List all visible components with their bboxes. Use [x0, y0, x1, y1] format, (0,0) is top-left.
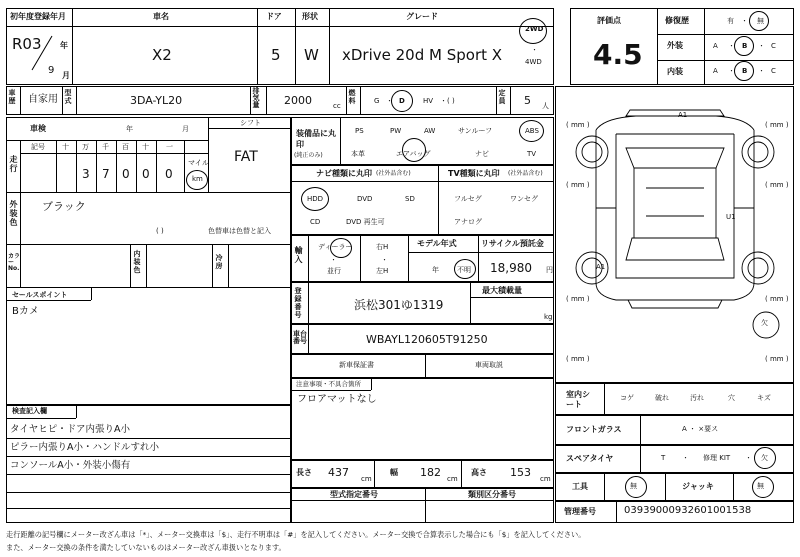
seat-label: 室内シート — [566, 390, 590, 410]
height: 153 — [510, 466, 531, 479]
inspector-line: コンソールA小・外装小傷有 — [10, 460, 131, 471]
equip-label: 装備品に丸印 — [296, 129, 336, 150]
car-name: X2 — [152, 46, 172, 64]
spare-value: 欠 — [761, 454, 768, 462]
mileage-label: 走行 — [9, 155, 18, 173]
exterior-color: ブラック — [42, 200, 86, 213]
type-number-label: 型式指定番号 — [330, 490, 378, 499]
first-reg-label: 初年度登録年月 — [10, 12, 66, 21]
class-number-label: 類別区分番号 — [468, 490, 516, 499]
spare-label: スペアタイヤ — [566, 454, 614, 463]
exterior-grade: B — [742, 42, 748, 50]
score-value: 4.5 — [593, 38, 643, 71]
footer-note-2: また、メーター交換の条件を満たしていないものはメーター改ざん車扱いとなります。 — [6, 543, 286, 552]
month-unit: 月 — [62, 71, 70, 80]
tv-label: TV種類に丸印 — [448, 169, 500, 178]
docs-table — [291, 354, 554, 378]
footer-note-1: 走行距離の記号欄にメーター改ざん車は「*」、メーター交換車は「$」、走行不明車は「#」を記入してください。メーター交換で合算表示した場合にも「$」を記入してください。 — [6, 530, 586, 539]
first-reg-month: 9 — [48, 65, 55, 76]
inspector-line: ピラー内張りA小・ハンドルすれ小 — [10, 442, 159, 453]
exterior-grade-label: 外装 — [667, 41, 683, 50]
import-label: 輸入 — [294, 246, 303, 264]
exterior-color-label: 外装色 — [9, 200, 18, 227]
length: 437 — [328, 466, 349, 479]
score-label: 評価点 — [597, 16, 621, 25]
mileage-digit: 0 — [122, 167, 130, 181]
navi-label: ナビ種類に丸印 — [316, 169, 372, 178]
mileage-digit: 0 — [165, 167, 173, 181]
chassis-number: WBAYL120605T91250 — [366, 333, 488, 346]
import-dealer: ディーラー — [318, 243, 353, 251]
cold-label: 冷房 — [215, 254, 223, 270]
damage-u1: U1 — [726, 213, 736, 221]
tools-label: 工具 — [572, 482, 588, 491]
interior-color-label: 内装色 — [133, 250, 141, 274]
reg-number: 浜松301ゆ1319 — [354, 298, 444, 312]
damage-ke: 欠 — [761, 319, 768, 327]
interior-grade: B — [742, 67, 748, 75]
notes-text: フロアマットなし — [297, 394, 377, 405]
shape: W — [304, 46, 319, 64]
tools-value: 無 — [630, 482, 637, 490]
row2-table — [6, 86, 554, 115]
usage: 自家用 — [28, 94, 58, 105]
recycle-label: リサイクル預託金 — [481, 239, 544, 248]
model-year-label: モデル年式 — [417, 239, 457, 248]
doors: 5 — [271, 46, 281, 64]
drive-4wd: 4WD — [525, 58, 542, 66]
drive-2wd-circle — [519, 18, 547, 44]
year-unit: 年 — [60, 41, 68, 50]
mileage-digit: 0 — [142, 167, 150, 181]
reg-label: 登録番号 — [294, 287, 302, 319]
glass-label: フロントガラス — [566, 425, 622, 434]
selling-points-text: Bカメ — [12, 306, 39, 317]
fuel-value: D — [399, 97, 405, 105]
model-code: 3DA-YL20 — [130, 94, 183, 107]
capacity: 5 — [524, 94, 531, 107]
width: 182 — [420, 466, 441, 479]
glass-value: A ・ ×要ス — [682, 425, 719, 433]
warranty-label: 新車保証書 — [339, 361, 374, 369]
inspector-label: 検査記入欄 — [12, 407, 47, 415]
chassis-label: 車台番号 — [293, 330, 307, 345]
equip-abs: ABS — [525, 127, 539, 135]
repair-label: 修復歴 — [665, 16, 689, 25]
mgmt-number: 03939000932601001538 — [624, 505, 752, 516]
mileage-unit-km: km — [192, 175, 203, 183]
car-name-label: 車名 — [153, 12, 169, 21]
recycle-amount: 18,980 — [490, 261, 532, 275]
model-year-unknown: 不明 — [457, 266, 471, 274]
inspector-line: タイヤヒピ・ドア内張りA小 — [10, 424, 131, 435]
inspection-label: 車検 — [30, 124, 46, 133]
mileage-digit: 7 — [102, 167, 110, 181]
grade-label: グレード — [406, 12, 438, 21]
drive-2wd: 2WD — [525, 25, 544, 33]
door-label: ドア — [266, 12, 282, 21]
model-label: 型式 — [64, 89, 72, 105]
car-diagram — [556, 88, 793, 382]
shift-label: シフト — [240, 119, 261, 127]
manual-label: 車両取説 — [475, 361, 503, 369]
navi-hdd: HDD — [307, 195, 324, 203]
grade: xDrive 20d M Sport X — [342, 46, 503, 64]
color-no-label: カラーNo. — [8, 253, 21, 272]
load-label: 最大積載量 — [482, 286, 522, 295]
selling-points-label: セールスポイント — [12, 291, 68, 299]
mgmt-label: 管理番号 — [564, 507, 596, 516]
shift-value: FAT — [234, 149, 258, 165]
capacity-label: 定員 — [498, 89, 506, 105]
repair-no: 無 — [757, 17, 764, 25]
shape-label: 形状 — [302, 12, 318, 21]
damage-a1-left: A1 — [596, 263, 606, 271]
fuel-label: 燃料 — [348, 89, 356, 105]
first-reg-era: R03 — [12, 35, 42, 53]
jack-label: ジャッキ — [682, 482, 714, 491]
damage-a1-front: A1 — [678, 111, 688, 119]
displacement: 2000 — [284, 94, 312, 107]
class-label: 車歴 — [8, 89, 16, 105]
mileage-digit: 3 — [82, 167, 90, 181]
interior-grade-label: 内装 — [667, 67, 683, 76]
equip-airbag: エアバッグ — [396, 150, 431, 158]
jack-value: 無 — [757, 482, 764, 490]
notes-label: 注意事項・不具合箇所 — [296, 380, 361, 388]
disp-label: 排気量 — [252, 87, 260, 108]
